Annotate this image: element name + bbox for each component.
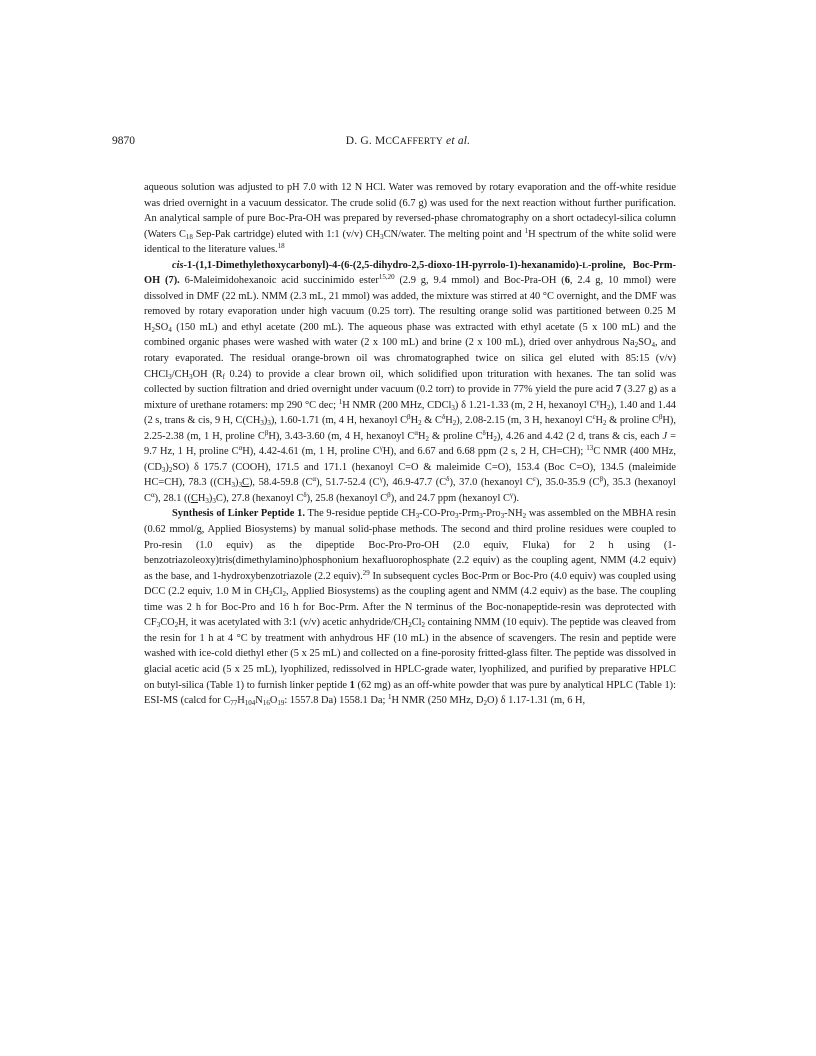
paragraph-boc-pra-purification: aqueous solution was adjusted to pH 7.0 with 12 N HCl. Water was removed by rotary evaporation and the off-white residue was dried overnight in a vacuum dessicator. The crude solid (6.7 g) was used for the next reaction without further purification. An analytical sample of pure Boc-Pra-OH was prepared by reversed-phase chromatography on a short octadecyl-silica column (Waters $C_{18}$ Sep-Pak cartridge) eluted with 1:1 (v/v) $CH_3CN$/water. The melting point and $^1$H spectrum of the white solid were identical to the literature values.$^{18}$ <box>144 182 677 256</box>
page-number: 9870 <box>112 135 135 147</box>
paragraph-boc-prm-synthesis: cis-1-(1,1-Dimethylethoxycarbonyl)-4-(6-(2,5-dihydro-2,5-dioxo-1H-pyrrolo-1)-hexanamido)-L-proline, Boc-Prm-OH (7). 6-Maleimidohexanoic acid succinimido ester$^{15,20}$ (2.9 g, 9.4 mmol) and Boc-Pra-OH (6, 2.4 g, 10 mmol) were dissolved in DMF (22 mL). NMM (2.3 mL, 21 mmol) was added, the mixture was stirred at 40 °C overnight, and the DMF was removed by rotary evaporation under high vacuum (0.25 torr). The resulting orange solid was partitioned between 0.25 M $H_2SO_4$ (150 mL) and ethyl acetate (200 mL). The aqueous phase was extracted with ethyl acetate (5 x 100 mL) and the combined organic phases were washed with water (2 x 100 mL) and brine (2 x 100 mL), dried over anhydrous $Na_2SO_4$, and rotary evaporated. The residual orange-brown oil was chromatographed twice on silica gel eluted with 85:15 (v/v) $CHCl_3/CH_3OH$ ($R_f$ 0.24) to provide a clear brown oil, which solidified upon trituration with hexanes. The tan solid was collected by suction filtration and dried overnight under vacuum (0.2 torr) to provide in 77% yield the pure acid 7 (3.27 g) as a mixture of urethane rotamers: mp 290 °C dec; $^1$H NMR (200 MHz, CDCl$_3$) δ 1.21-1.33 (m, 2 H, hexanoyl $C^\gamma H_2$), 1.40 and 1.44 (2 s, trans & cis, 9 H, $C(CH_3)_3$), 1.60-1.71 (m, 4 H, hexanoyl $C^\beta H_2$ & $C^\delta H_2$), 2.08-2.15 (m, 3 H, hexanoyl $C^\varepsilon H_2$ & proline $C^\beta H$), 2.25-2.38 (m, 1 H, proline $C^\beta H$), 3.43-3.60 (m, 4 H, hexanoyl $C^\alpha H_2$ & proline $C^\delta H_2$), 4.26 and 4.42 (2 d, trans & cis, each J = 9.7 Hz, 1 H, proline $C^\alpha H$), 4.42-4.61 (m, 1 H, proline $C^\gamma H$), and 6.67 and 6.68 ppm (2 s, 2 H, CH=CH); $^{13}$C NMR (400 MHz, $(CD_3)_2SO$) δ 175.7 (COOH), 171.5 and 171.1 (hexanoyl C=O & maleimide C=O), 153.4 (Boc C=O), 134.5 (maleimide HC=CH), 78.3 $((CH_3)_3C)$, 58.4-59.8 $(C^\alpha)$, 51.7-52.4 $(C^\gamma)$, 46.9-47.7 $(C^\delta)$, 37.0 (hexanoyl $C^\varepsilon$), 35.0-35.9 $(C^\beta)$, 35.3 (hexanoyl $C^\alpha$), 28.1 $((CH_3)_3C)$, 27.8 (hexanoyl $C^\delta$), 25.8 (hexanoyl $C^\beta$), and 24.7 ppm (hexanoyl $C^\gamma$). <box>144 259 677 505</box>
section-title-linker-peptide: Synthesis of Linker Peptide 1. <box>172 508 305 520</box>
article-body <box>144 180 676 709</box>
paragraph-linker-peptide-synthesis: Synthesis of Linker Peptide 1. The 9-residue peptide $CH_3-CO-Pro_3-Prm_3-Pro_3-NH_2$ was assembled on the MBHA resin (0.62 mmol/g, Applied Biosystems) by manual solid-phase methods. The second and third proline residues were coupled to Pro-resin (1.0 equiv) as the dipeptide Boc-Pro-Pro-OH (2.0 equiv, Fluka) for 2 h using (1-benzotriazoleoxy)tris(dimethylamino)phosphonium hexafluorophosphate (2.2 equiv) as the coupling agent, NMM (4.2 equiv) as the base, and 1-hydroxybenzotriazole (2.2 equiv).$^{29}$ In subsequent cycles Boc-Prm or Boc-Pro (4.0 equiv) was coupled using DCC (2.2 equiv, 1.0 M in $CH_2Cl_2$, Applied Biosystems) as the coupling agent and NMM (4.2 equiv) as the base. The coupling time was 2 h for Boc-Pro and 16 h for Boc-Prm. After the N terminus of the Boc-nonapeptide-resin was deprotected with $CF_3CO_2H$, it was acetylated with 3:1 (v/v) acetic anhydride/$CH_2Cl_2$ containing NMM (10 equiv). The peptide was cleaved from the resin for 1 h at 4 °C by treatment with anhydrous HF (10 mL) in the absence of scavengers. The resin and peptide were washed with ice-cold diethyl ether (5 x 25 mL) and collected on a fine-porosity fritted-glass filter. The peptide was dissolved in glacial acetic acid (5 x 25 mL), lyophilized, redissolved in HPLC-grade water, lyophilized, and purified by preparative HPLC on butyl-silica (Table 1) to furnish linker peptide 1 (62 mg) as an off-white powder that was pure by analytical HPLC (Table 1): ESI-MS (calcd for $C_{77}H_{104}N_{16}O_{19}$: 1557.8 Da) 1558.1 Da; $^1$H NMR (250 MHz, $D_2O$) δ 1.17-1.31 (m, 6 H, <box>144 508 677 708</box>
running-head: D. G. MCCAFFERTY et al. <box>345 135 471 147</box>
section-title-boc-prm: cis-1-(1,1-Dimethylethoxycarbonyl)-4-(6-(2,5-dihydro-2,5-dioxo-1H-pyrrolo-1)-hexanamido)-L-proline, Boc-Prm-OH (7). <box>144 259 676 287</box>
